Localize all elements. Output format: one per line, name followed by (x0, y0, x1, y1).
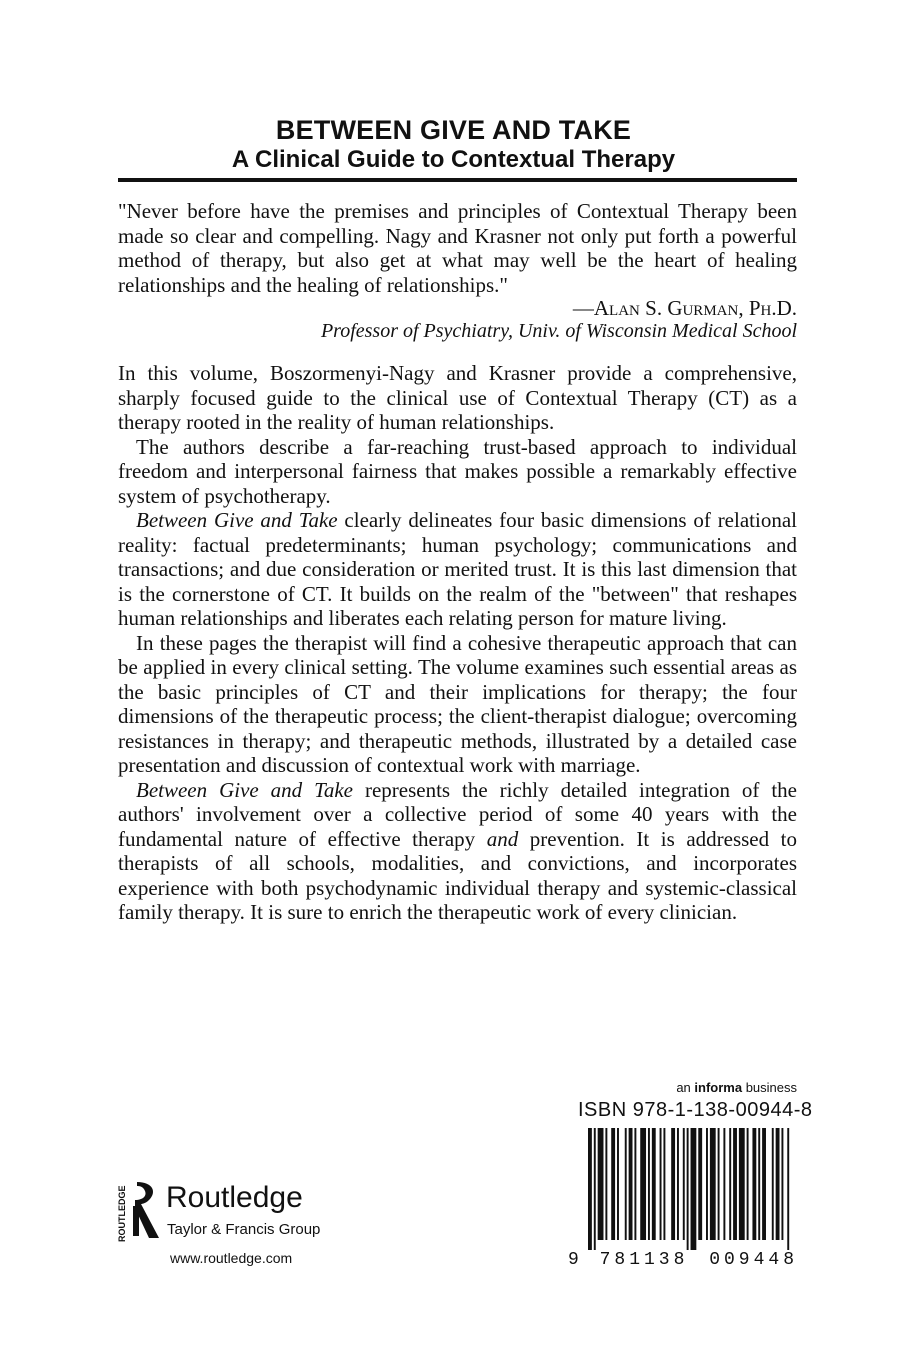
barcode-bar (588, 1128, 592, 1250)
description-paragraph-5-text-b: prevention. It is addressed to therapists of all schools, modalities, and convictions, and incorporates experience with both psychodynamic individual therapy and systemic-classical family therapy. It is sure to enrich the therapeutic work of every clinician. (118, 826, 797, 924)
barcode-digit-lead: 9 (568, 1250, 579, 1270)
barcode-bar (762, 1128, 766, 1240)
routledge-logo-vertical-text: ROUTLEDGE (117, 1185, 127, 1242)
barcode-bar (747, 1128, 749, 1240)
routledge-logo-icon (113, 1178, 163, 1244)
barcode-bar (776, 1128, 780, 1240)
barcode-bar (677, 1128, 679, 1240)
barcode-bar (752, 1128, 756, 1240)
endorsement-quote: "Never before have the premises and principles of Contextual Therapy been made so clear and compelling. Nagy and Krasner not only put forth a powerful method of therapy, but also get at what may well be the heart of healing relationships and the healing of relationships." (118, 199, 797, 297)
barcode-bar (723, 1128, 725, 1240)
description-paragraph-3-text: clearly delineates four basic dimensions of relational reality: factual predeterminants; human psychology; communications and transactions; and due consideration or merited trust. It is this last dimension that is the cornerstone of CT. It builds on the realm of the "between" that reshapes human relationships and liberates each relating person for mature living. (118, 508, 797, 630)
barcode-bar (629, 1128, 633, 1240)
barcode-digits (568, 1250, 798, 1270)
barcode-bar (758, 1128, 760, 1240)
barcode-digit-group-1: 781138 (599, 1250, 689, 1270)
barcode-bar (698, 1128, 702, 1240)
book-title-italic: Between Give and Take (136, 777, 354, 802)
book-description (118, 361, 797, 925)
informa-prefix: an (676, 1080, 695, 1095)
barcode-bar (733, 1128, 737, 1240)
barcode-bar (787, 1128, 789, 1250)
book-subtitle: A Clinical Guide to Contextual Therapy (231, 146, 676, 173)
title-rule (118, 178, 797, 182)
informa-brand: informa (694, 1080, 743, 1095)
barcode-bar (710, 1128, 716, 1240)
barcode-bar (594, 1128, 596, 1250)
barcode-bar (706, 1128, 708, 1240)
barcode-bar (640, 1128, 646, 1240)
endorsement-author-title: Professor of Psychiatry, Univ. of Wisconsin Medical School (320, 320, 797, 342)
description-paragraph-3 (118, 508, 797, 631)
barcode-bar (648, 1128, 650, 1240)
barcode-bar (652, 1128, 656, 1240)
description-paragraph-4: In these pages the therapist will find a cohesive therapeutic approach that can be applied in every clinical setting. The volume examines such essential areas as the basic principles of CT and their implications for therapy; the four dimensions of the therapeutic process; the client-therapist dialogue; overcoming resistances in therapy; and therapeutic methods, illustrated by a detailed case presentation and discussion of contextual work with marriage. (118, 630, 797, 777)
barcode-bar (617, 1128, 619, 1240)
informa-suffix: business (742, 1080, 797, 1095)
informa-business-tag (676, 1080, 797, 1095)
description-paragraph-5 (118, 778, 797, 925)
description-paragraph-1: In this volume, Boszormenyi-Nagy and Krasner provide a comprehensive, sharply focused guide to the clinical use of Contextual Therapy (CT) as a therapy rooted in the reality of human relationships. (118, 361, 797, 434)
endorsement-author: —Alan S. Gurman, Ph.D. (572, 296, 797, 320)
emphasis-and: and (486, 826, 519, 851)
barcode (588, 1128, 795, 1250)
book-title-italic: Between Give and Take (136, 508, 338, 532)
barcode-bar (691, 1128, 697, 1250)
barcode-digit-group-2: 009448 (709, 1250, 798, 1270)
barcode-bar (605, 1128, 607, 1240)
description-paragraph-2: The authors describe a far-reaching trust-based approach to individual freedom and interpersonal fairness that makes possible a remarkably effective system of psychotherapy. (118, 434, 797, 508)
barcode-bar (739, 1128, 745, 1240)
barcode-bar (611, 1128, 615, 1240)
barcode-bar (625, 1128, 627, 1240)
publisher-group: Taylor & Francis Group (167, 1221, 321, 1238)
barcode-bar (663, 1128, 665, 1240)
barcode-bar (781, 1128, 783, 1240)
barcode-bar (683, 1128, 685, 1240)
publisher-name: Routledge (166, 1181, 303, 1214)
barcode-bar (660, 1128, 662, 1240)
barcode-bar (772, 1128, 774, 1240)
barcode-bar (687, 1128, 689, 1250)
barcode-bar (598, 1128, 604, 1240)
description-paragraph-5-text-a: represents the richly detailed integration of the authors' involvement over a collective period of some 40 years with the fundamental nature of effective therapy (118, 777, 797, 851)
barcode-bar (634, 1128, 636, 1240)
barcode-bar (718, 1128, 720, 1240)
book-title: BETWEEN GIVE AND TAKE (275, 115, 632, 145)
barcode-bar (671, 1128, 675, 1240)
isbn-label: ISBN 978-1-138-00944-8 (578, 1099, 813, 1121)
publisher-url: www.routledge.com (170, 1250, 293, 1266)
barcode-bar (729, 1128, 731, 1240)
